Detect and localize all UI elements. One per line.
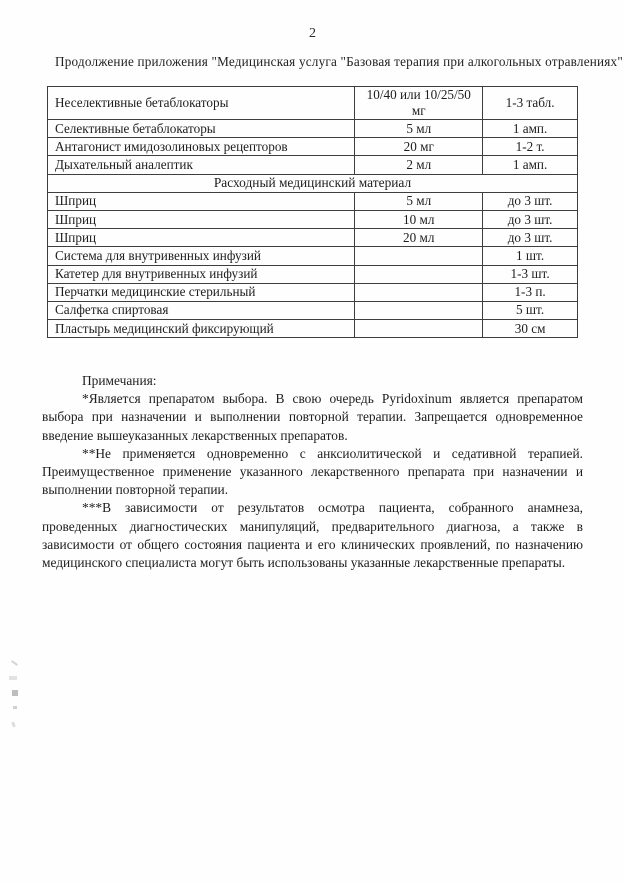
table-row bbox=[48, 120, 578, 138]
item-name-cell: Неселективные бетаблокаторы bbox=[48, 87, 355, 120]
quantity-cell: 1-3 табл. bbox=[483, 87, 578, 120]
scan-artifact bbox=[11, 722, 16, 728]
page-number: 2 bbox=[309, 26, 316, 41]
dose-cell: 10/40 или 10/25/50 мг bbox=[355, 87, 483, 120]
document-heading: Продолжение приложения "Медицинская услуга "Базовая терапия при алкогольных отравлениях" bbox=[55, 54, 623, 69]
item-name-cell: Катетер для внутривенных инфузий bbox=[48, 265, 355, 283]
table-row bbox=[48, 192, 578, 210]
item-name-cell: Салфетка спиртовая bbox=[48, 301, 355, 319]
item-name-cell: Пластырь медицинский фиксирующий bbox=[48, 320, 355, 338]
dose-cell: 5 мл bbox=[355, 120, 483, 138]
notes-section bbox=[42, 372, 583, 572]
item-name-cell: Шприц bbox=[48, 192, 355, 210]
quantity-cell: 1-2 т. bbox=[483, 138, 578, 156]
item-name-cell: Антагонист имидозолиновых рецепторов bbox=[48, 138, 355, 156]
table-row bbox=[48, 265, 578, 283]
table-row bbox=[48, 283, 578, 301]
table-row bbox=[48, 174, 578, 192]
dose-cell: 2 мл bbox=[355, 156, 483, 174]
section-header-cell: Расходный медицинский материал bbox=[48, 174, 578, 192]
scan-artifact bbox=[11, 660, 18, 666]
item-name-cell: Система для внутривенных инфузий bbox=[48, 247, 355, 265]
table-row bbox=[48, 87, 578, 120]
item-name-cell: Дыхательный аналептик bbox=[48, 156, 355, 174]
item-name-cell: Перчатки медицинские стерильный bbox=[48, 283, 355, 301]
table-row bbox=[48, 210, 578, 228]
dose-cell bbox=[355, 247, 483, 265]
scan-artifact bbox=[13, 706, 17, 709]
table-body bbox=[48, 87, 578, 338]
quantity-cell: 30 см bbox=[483, 320, 578, 338]
table-row bbox=[48, 301, 578, 319]
table-row bbox=[48, 247, 578, 265]
table-row bbox=[48, 320, 578, 338]
dose-cell bbox=[355, 283, 483, 301]
dose-cell: 5 мл bbox=[355, 192, 483, 210]
notes-paragraphs bbox=[42, 390, 583, 572]
dose-cell: 10 мл bbox=[355, 210, 483, 228]
dose-cell: 20 мг bbox=[355, 138, 483, 156]
dose-cell: 20 мл bbox=[355, 229, 483, 247]
table-row bbox=[48, 156, 578, 174]
quantity-cell: 1 амп. bbox=[483, 156, 578, 174]
dose-cell bbox=[355, 265, 483, 283]
item-name-cell: Шприц bbox=[48, 210, 355, 228]
notes-title: Примечания: bbox=[82, 373, 157, 388]
quantity-cell: до 3 шт. bbox=[483, 192, 578, 210]
note-paragraph: ***В зависимости от результатов осмотра пациента, собранного анамнеза, проведенных диагностических манипуляций, предварительного диагноза, а также в зависимости от общего состояния пациента и его клинических проявлений, по назначению медицинского специалиста могут быть использованы указанные лекарственные препараты. bbox=[42, 500, 583, 571]
dose-cell bbox=[355, 320, 483, 338]
scan-artifact bbox=[12, 690, 18, 696]
item-name-cell: Шприц bbox=[48, 229, 355, 247]
quantity-cell: 1-3 шт. bbox=[483, 265, 578, 283]
table-row bbox=[48, 229, 578, 247]
quantity-cell: 5 шт. bbox=[483, 301, 578, 319]
quantity-cell: 1 амп. bbox=[483, 120, 578, 138]
table-row bbox=[48, 138, 578, 156]
note-paragraph: **Не применяется одновременно с анксиолитической и седативной терапией. Преимущественное применение указанного лекарственного препарата при назначении и выполнении повторной терапии. bbox=[42, 445, 583, 498]
quantity-cell: 1 шт. bbox=[483, 247, 578, 265]
quantity-cell: до 3 шт. bbox=[483, 229, 578, 247]
item-name-cell: Селективные бетаблокаторы bbox=[48, 120, 355, 138]
medical-supplies-table bbox=[47, 86, 578, 338]
dose-cell bbox=[355, 301, 483, 319]
scan-artifact bbox=[9, 676, 17, 680]
quantity-cell: до 3 шт. bbox=[483, 210, 578, 228]
note-paragraph: *Является препаратом выбора. В свою очередь Pyridoxinum является препаратом выбора при назначении и выполнении повторной терапии. Запрещается одновременное введение вышеуказанных лекарственных препаратов. bbox=[42, 391, 583, 443]
quantity-cell: 1-3 п. bbox=[483, 283, 578, 301]
